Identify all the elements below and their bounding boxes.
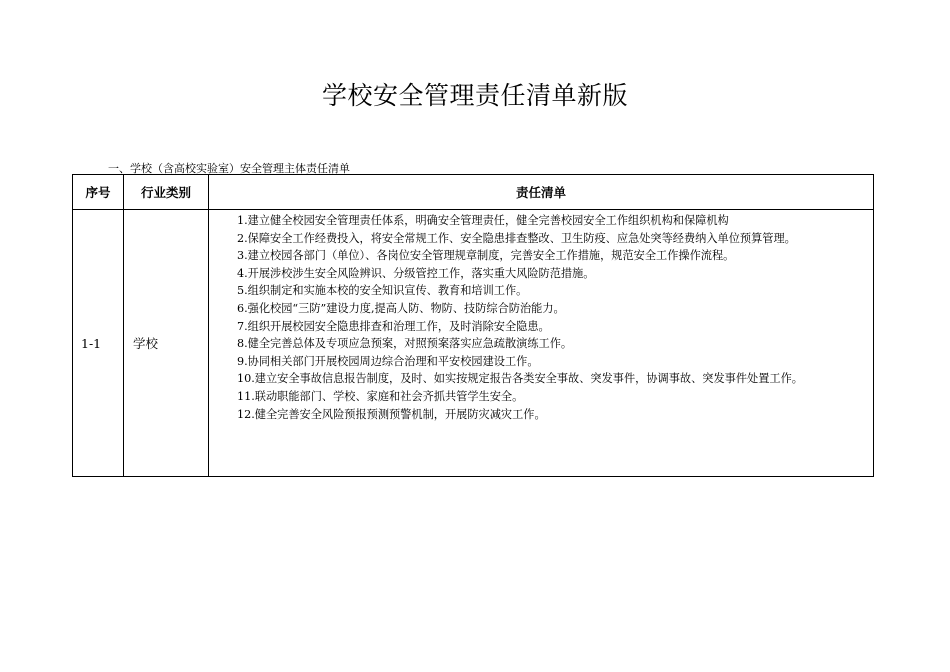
document-title: 学校安全管理责任清单新版 xyxy=(321,81,628,110)
list-item: 2.保障安全工作经费投入，将安全常规工作、安全隐患排查整改、卫生防疫、应急处突等经费纳入单位预算管理。 xyxy=(237,231,796,245)
list-item: 4.开展涉校涉生安全风险辨识、分级管控工作，落实重大风险防范措施。 xyxy=(237,266,595,280)
row-serial-number: 1-1 xyxy=(73,210,124,477)
row-industry-category: 学校 xyxy=(124,210,209,477)
list-item: 10.建立安全事故信息报告制度，及时、如实按规定报告各类安全事故、突发事件，协调事故、突发事件处置工作。 xyxy=(237,372,803,386)
responsibility-list-cell xyxy=(209,210,874,477)
list-item: 7.组织开展校园安全隐患排查和治理工作，及时消除安全隐患。 xyxy=(237,319,550,333)
section-heading: 一、学校（含高校实验室）安全管理主体责任清单 xyxy=(108,162,350,175)
list-item: 11.联动职能部门、学校、家庭和社会齐抓共管学生安全。 xyxy=(237,389,524,403)
list-item: 12.健全完善安全风险预报预测预警机制，开展防灾减灾工作。 xyxy=(237,407,546,421)
responsibility-table xyxy=(72,174,874,477)
list-item: 3.建立校园各部门（单位）、各岗位安全管理规章制度，完善安全工作措施，规范安全工作操作流程。 xyxy=(237,249,735,263)
header-industry-category: 行业类别 xyxy=(124,175,209,210)
list-item: 8.健全完善总体及专项应急预案，对照预案落实应急疏散演练工作。 xyxy=(237,337,573,351)
header-serial-number: 序号 xyxy=(73,175,124,210)
list-item: 6.强化校园“三防”建设力度,提高人防、物防、技防综合防治能力。 xyxy=(237,301,565,315)
table-row xyxy=(73,210,874,477)
table-header-row xyxy=(73,175,874,210)
header-responsibility-list: 责任清单 xyxy=(209,175,874,210)
responsibility-list xyxy=(237,212,869,423)
list-item: 9.协同相关部门开展校园周边综合治理和平安校园建设工作。 xyxy=(237,354,539,368)
list-item: 1.建立健全校园安全管理责任体系，明确安全管理责任，健全完善校园安全工作组织机构和保障机构 xyxy=(237,214,729,227)
list-item: 5.组织制定和实施本校的安全知识宣传、教育和培训工作。 xyxy=(237,284,528,298)
